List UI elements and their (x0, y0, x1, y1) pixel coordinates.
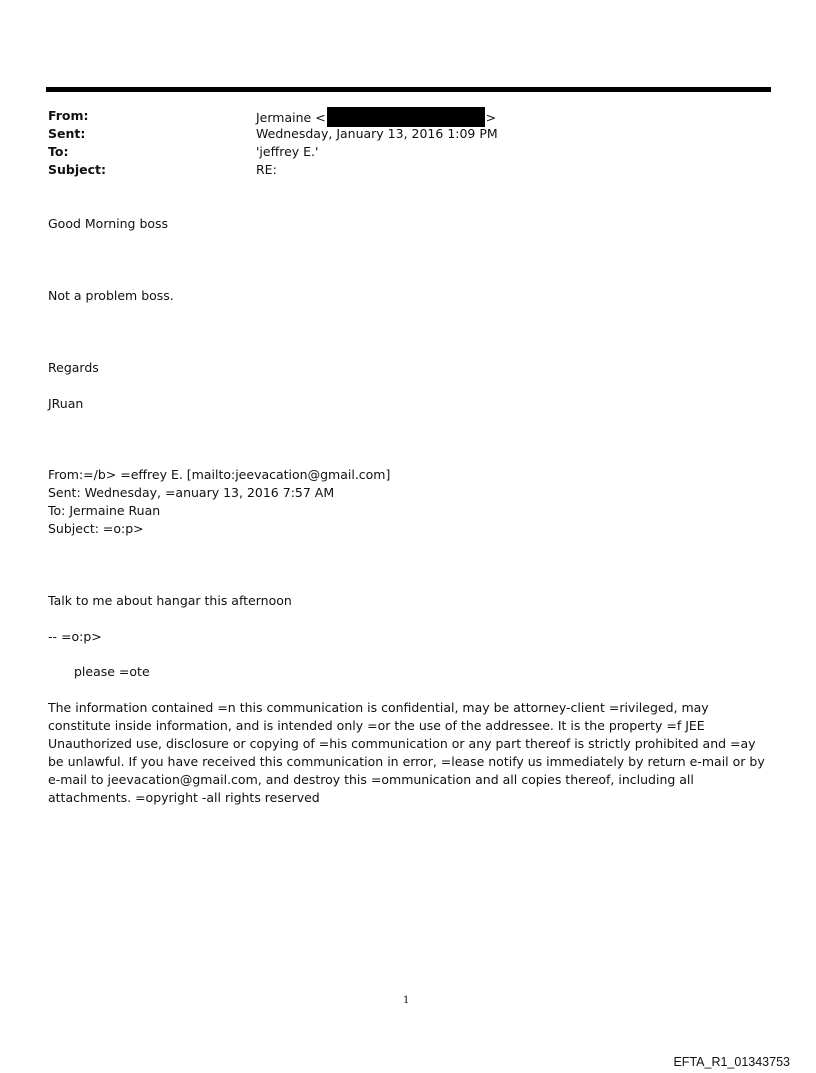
regards: Regards (48, 360, 99, 375)
header-rule (46, 87, 771, 92)
redaction-box (327, 107, 485, 127)
from-name: Jermaine < (256, 110, 326, 125)
from-close: > (485, 110, 497, 125)
quoted-to: To: Jermaine Ruan (48, 503, 161, 518)
quoted-header (48, 466, 390, 538)
subject-label: Subject: (48, 162, 106, 177)
sent-label: Sent: (48, 126, 86, 141)
to-label: To: (48, 144, 69, 159)
body-line: Not a problem boss. (48, 288, 174, 303)
quoted-note: please =ote (74, 664, 150, 679)
email-header (48, 107, 498, 179)
quoted-sent: Sent: Wednesday, =anuary 13, 2016 7:57 AM (48, 485, 335, 500)
quoted-message: Talk to me about hangar this afternoon (48, 593, 292, 608)
to-row (48, 143, 498, 161)
signature: JRuan (48, 396, 84, 411)
signature-separator: -- =o:p> (48, 629, 102, 644)
to-value: 'jeffrey E.' (256, 144, 319, 159)
quoted-from: From:=/b> =effrey E. [mailto:jeevacation@gmail.com] (48, 467, 391, 482)
from-row (48, 107, 498, 125)
quoted-subject: Subject: =o:p> (48, 521, 144, 536)
sent-value: Wednesday, January 13, 2016 1:09 PM (256, 126, 498, 141)
page-number: 1 (403, 995, 410, 1006)
from-label: From: (48, 108, 89, 123)
sent-row (48, 125, 498, 143)
greeting: Good Morning boss (48, 216, 169, 231)
document-id: EFTA_R1_01343753 (673, 1055, 790, 1069)
from-value (256, 107, 496, 125)
disclaimer: The information contained =n this communication is confidential, may be attorney-client =rivileged, may constitute inside information, and is intended only =or the use of the addressee. It is the property =f JEE Unauthorized use, disclosure or copying of =his communication or any part thereof is strictly prohibited and =ay be unlawful. If you have received this communication in error, =lease notify us immediately by return e-mail or by e-mail to jeevacation@gmail.com, and destroy this =ommunication and all copies thereof, including all attachments. =opyright -all rights reserved (48, 700, 765, 805)
subject-row (48, 161, 498, 179)
subject-value: RE: (256, 162, 277, 177)
